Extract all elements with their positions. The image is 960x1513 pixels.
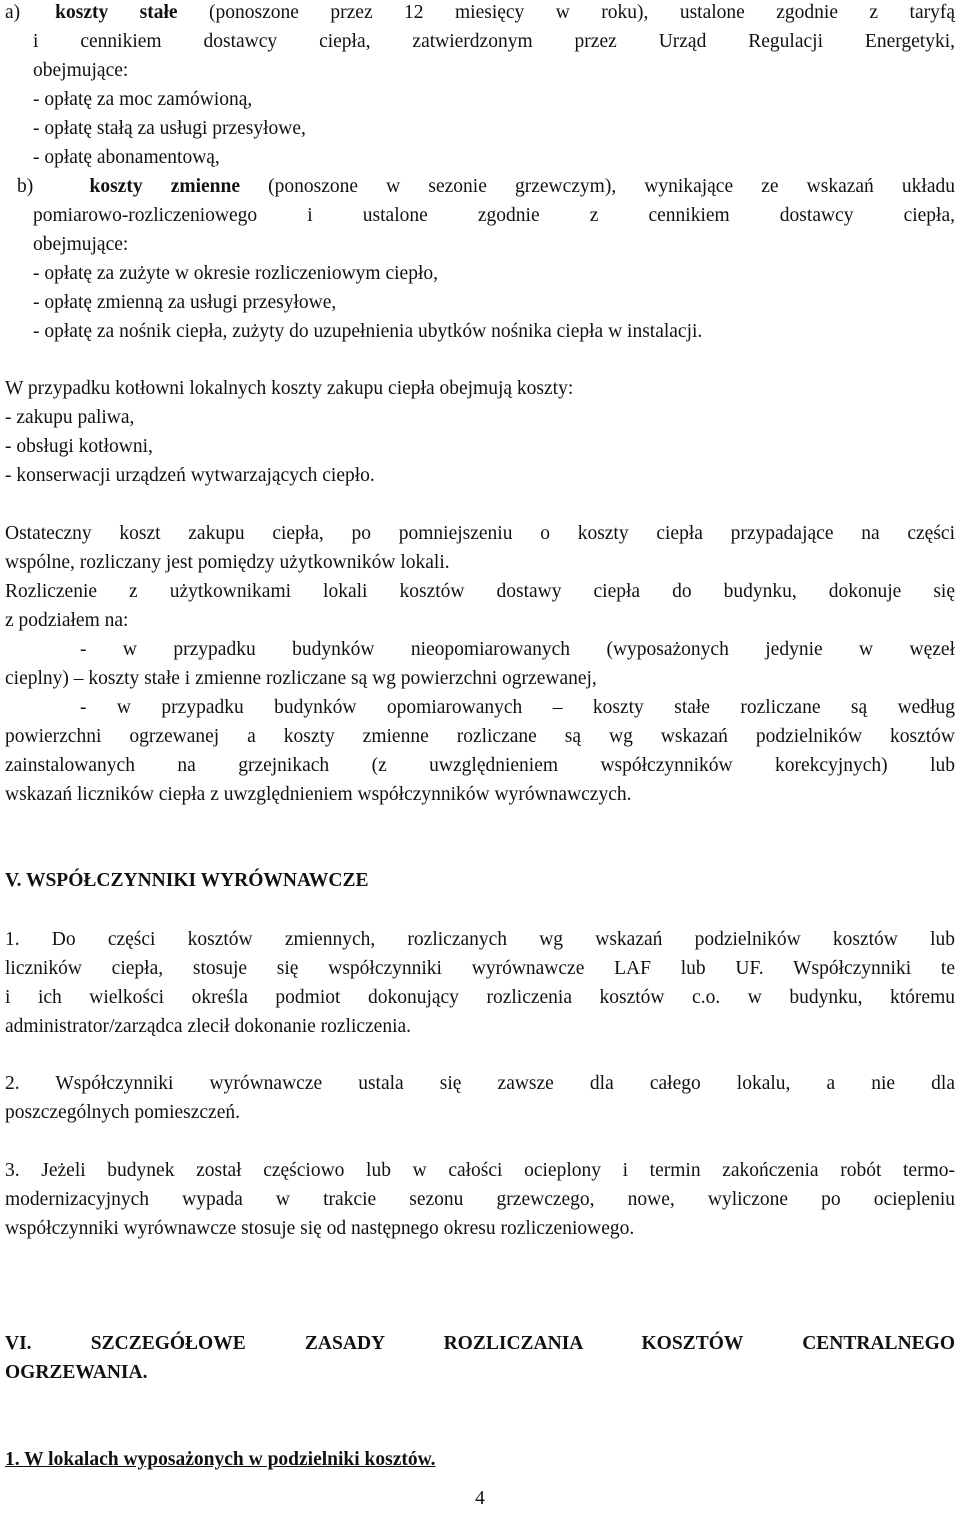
item-b-line3: obejmujące:: [33, 234, 129, 255]
item-b: [5, 172, 955, 346]
local-boilers-item-2: - obsługi kotłowni,: [5, 436, 153, 457]
item-b-line1: [5, 172, 955, 201]
item-a-sub-2: - opłatę stałą za usługi przesyłowe,: [33, 118, 306, 139]
item-a-label: a): [5, 2, 21, 23]
local-boilers-item-1: - zakupu paliwa,: [5, 407, 135, 428]
item-a-line3: obejmujące:: [33, 60, 129, 81]
item-b-sub-1: - opłatę za zużyte w okresie rozliczeniowym ciepło,: [33, 263, 438, 284]
section-5-paragraph-1: [5, 925, 955, 1041]
item-b-sub-2: - opłatę zmienną za usługi przesyłowe,: [33, 292, 337, 313]
final-cost-line1: Ostateczny koszt zakupu ciepła, po pomniejszeniu o koszty ciepła przypadające na części: [5, 523, 955, 544]
final-cost-line2: wspólne, rozliczany jest pomiędzy użytkowników lokali.: [5, 552, 450, 573]
item-a-line2: i cennikiem dostawcy ciepła, zatwierdzonym przez Urząd Regulacji Energetyki,: [33, 31, 955, 52]
settlement-line1: Rozliczenie z użytkownikami lokali kosztów dostawy ciepła do budynku, dokonuje się: [5, 581, 955, 602]
section-5-p3-line2: modernizacyjnych wypada w trakcie sezonu grzewczego, nowe, wyliczone po ociepleniu: [5, 1189, 955, 1210]
settlement-line6: powierzchni ogrzewanej a koszty zmienne rozliczane są wg wskazań podzielników kosztów: [5, 726, 955, 747]
settlement-line7: zainstalowanych na grzejnikach (z uwzględnieniem współczynników korekcyjnych) lub: [5, 755, 955, 776]
item-b-text: (ponoszone w sezonie grzewczym), wynikające ze wskazań układu: [268, 176, 955, 197]
section-5-p2-line1: 2. Współczynniki wyrównawcze ustala się zawsze dla całego lokalu, a nie dla: [5, 1073, 955, 1094]
item-b-bold: koszty zmienne: [89, 176, 241, 197]
section-5-paragraph-3: [5, 1156, 955, 1243]
section-5-p3-line3: współczynniki wyrównawcze stosuje się od następnego okresu rozliczeniowego.: [5, 1218, 635, 1239]
item-a-sub-3: - opłatę abonamentową,: [33, 147, 220, 168]
section-6-heading-line2: OGRZEWANIA.: [5, 1362, 148, 1383]
settlement-line4: cieplny) – koszty stałe i zmienne rozliczane są wg powierzchni ogrzewanej,: [5, 668, 597, 689]
local-boilers: [5, 374, 955, 490]
item-b-sub-3: - opłatę za nośnik ciepła, zużyty do uzupełnienia ubytków nośnika ciepła w instalacji.: [33, 321, 703, 342]
item-a: [5, 0, 955, 172]
settlement-line5: - w przypadku budynków opomiarowanych – koszty stałe rozliczane są według: [80, 697, 955, 718]
section-5-p2-line2: poszczególnych pomieszczeń.: [5, 1102, 240, 1123]
item-a-sub-1: - opłatę za moc zamówioną,: [33, 89, 253, 110]
section-5-heading: V. WSPÓŁCZYNNIKI WYRÓWNAWCZE: [5, 870, 369, 891]
section-6-heading-line1: VI. SZCZEGÓŁOWE ZASADY ROZLICZANIA KOSZTÓW CENTRALNEGO: [5, 1333, 955, 1354]
page-number: 4: [475, 1488, 485, 1509]
item-b-line2: pomiarowo-rozliczeniowego i ustalone zgodnie z cennikiem dostawcy ciepła,: [33, 205, 955, 226]
item-a-bold: koszty stałe: [55, 2, 178, 23]
item-a-line1: [5, 0, 955, 27]
settlement-paragraph: [5, 577, 955, 809]
final-cost-paragraph: [5, 519, 955, 577]
section-5-p3-line1: 3. Jeżeli budynek został częściowo lub w całości ocieplony i termin zakończenia robót termo-: [5, 1160, 955, 1181]
section-5-p1-line4: administrator/zarządca zlecił dokonanie rozliczenia.: [5, 1016, 412, 1037]
settlement-line8: wskazań liczników ciepła z uwzględnieniem współczynników wyrównawczych.: [5, 784, 632, 805]
section-6-subheading: [5, 1445, 955, 1474]
item-b-label: b): [17, 176, 34, 197]
settlement-line3: - w przypadku budynków nieopomiarowanych (wyposażonych jedynie w węzeł: [80, 639, 955, 660]
section-5-p1-line3: i ich wielkości określa podmiot dokonujący rozliczenia kosztów c.o. w budynku, któremu: [5, 987, 955, 1008]
local-boilers-item-3: - konserwacji urządzeń wytwarzających ciepło.: [5, 465, 375, 486]
section-5-paragraph-2: [5, 1069, 955, 1127]
section-6-subheading-text: 1. W lokalach wyposażonych w podzielniki kosztów.: [5, 1449, 436, 1470]
item-a-text: (ponoszone przez 12 miesięcy w roku), ustalone zgodnie z taryfą: [209, 2, 955, 23]
section-5-p1-line1: 1. Do części kosztów zmiennych, rozliczanych wg wskazań podzielników kosztów lub: [5, 929, 955, 950]
settlement-line2: z podziałem na:: [5, 610, 129, 631]
section-6-heading: [5, 1329, 955, 1387]
local-boilers-intro: W przypadku kotłowni lokalnych koszty zakupu ciepła obejmują koszty:: [5, 378, 574, 399]
section-5-p1-line2: liczników ciepła, stosuje się współczynniki wyrównawcze LAF lub UF. Współczynniki te: [5, 958, 955, 979]
